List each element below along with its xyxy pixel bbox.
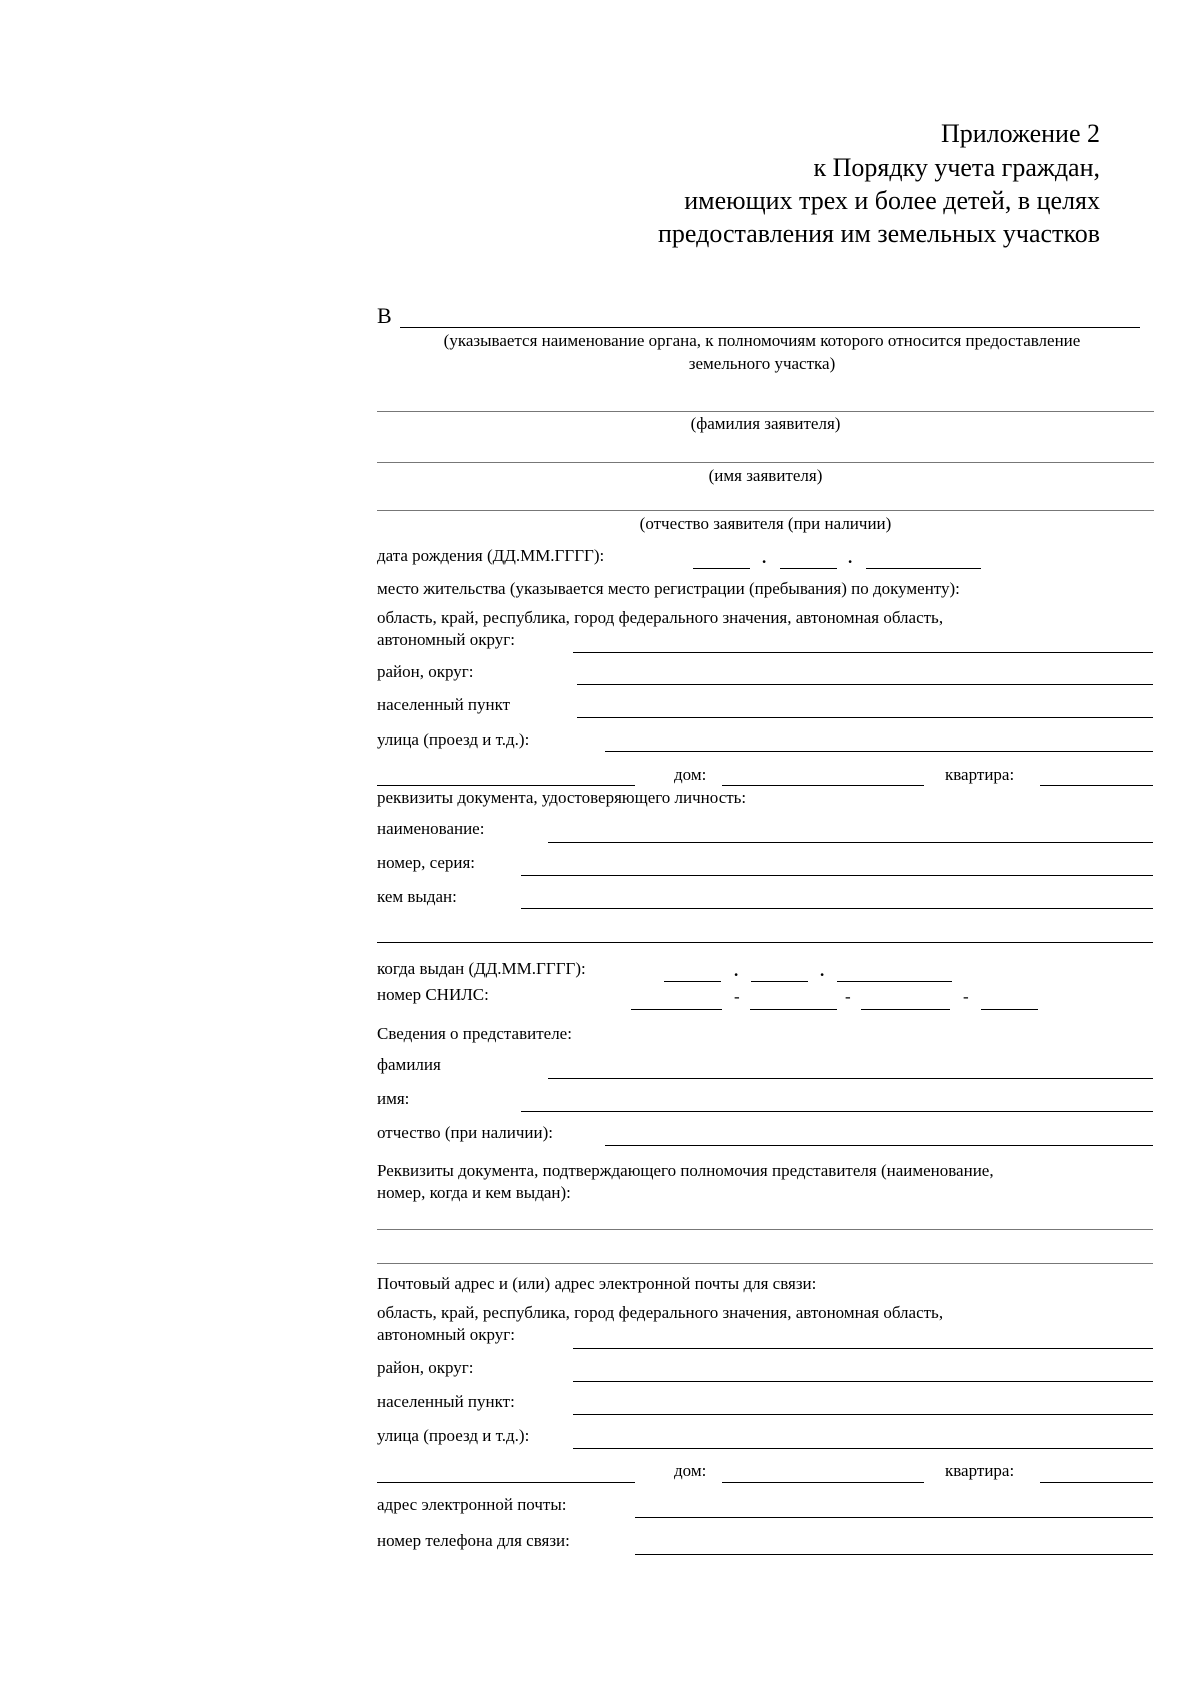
postal-locality-label: населенный пункт:: [377, 1392, 515, 1411]
postal-region-field[interactable]: [573, 1348, 1153, 1349]
postal-apartment-field[interactable]: [1040, 1482, 1153, 1483]
residence-street-field[interactable]: [605, 751, 1153, 752]
identity-name-field[interactable]: [548, 842, 1153, 843]
postal-apartment-label: квартира:: [945, 1461, 1015, 1480]
snils-part-3-field[interactable]: [861, 1009, 950, 1010]
postal-region-label-2: автономный округ:: [377, 1325, 515, 1344]
birth-date-label: дата рождения (ДД.ММ.ГГГГ):: [377, 546, 605, 565]
representative-doc-field-2[interactable]: [377, 1263, 1153, 1264]
residence-locality-field[interactable]: [577, 717, 1153, 718]
identity-number-label: номер, серия:: [377, 853, 476, 872]
patronymic-field[interactable]: [377, 510, 1154, 511]
postal-phone-field[interactable]: [635, 1554, 1153, 1555]
representative-name-label: имя:: [377, 1089, 410, 1108]
residence-extra-field[interactable]: [377, 785, 635, 786]
issue-day-field[interactable]: [664, 981, 721, 982]
residence-house-label: дом:: [674, 765, 707, 784]
snils-dash-1: -: [734, 987, 740, 1006]
residence-region-label-1: область, край, республика, город федерального значения, автономная область,: [377, 608, 944, 627]
snils-part-4-field[interactable]: [981, 1009, 1038, 1010]
representative-patronymic-field[interactable]: [605, 1145, 1153, 1146]
annex-reference-line-2: имеющих трех и более детей, в целях: [684, 186, 1100, 215]
birth-month-field[interactable]: [780, 568, 837, 569]
addressee-field[interactable]: [400, 327, 1140, 328]
birth-day-field[interactable]: [693, 568, 750, 569]
postal-extra-field[interactable]: [377, 1482, 635, 1483]
postal-title: Почтовый адрес и (или) адрес электронной почты для связи:: [377, 1274, 817, 1293]
patronymic-hint: (отчество заявителя (при наличии): [639, 514, 892, 533]
postal-region-label-1: область, край, республика, город федерального значения, автономная область,: [377, 1303, 944, 1322]
addressee-hint-line-1: (указывается наименование органа, к полномочиям которого относится предоставление: [443, 331, 1081, 350]
first-name-hint: (имя заявителя): [708, 466, 823, 485]
residence-street-label: улица (проезд и т.д.):: [377, 730, 530, 749]
snils-part-2-field[interactable]: [750, 1009, 837, 1010]
representative-surname-field[interactable]: [548, 1078, 1153, 1079]
annex-number: Приложение 2: [940, 119, 1100, 148]
snils-dash-2: -: [845, 987, 851, 1006]
residence-district-field[interactable]: [577, 684, 1153, 685]
identity-issued-by-field-2[interactable]: [377, 942, 1153, 943]
surname-hint: (фамилия заявителя): [690, 414, 841, 433]
representative-doc-label-2: номер, когда и кем выдан):: [377, 1183, 571, 1202]
residence-region-label-2: автономный округ:: [377, 630, 515, 649]
addressee-hint-line-2: земельного участка): [688, 354, 836, 373]
postal-email-field[interactable]: [635, 1517, 1153, 1518]
identity-title: реквизиты документа, удостоверяющего личность:: [377, 788, 747, 807]
annex-reference-line-3: предоставления им земельных участков: [658, 219, 1100, 248]
annex-reference-line-1: к Порядку учета граждан,: [813, 153, 1100, 182]
residence-apartment-field[interactable]: [1040, 785, 1153, 786]
issue-date-dot-1: .: [734, 961, 739, 980]
addressee-prefix: В: [377, 303, 392, 328]
identity-issue-date-label: когда выдан (ДД.ММ.ГГГГ):: [377, 959, 586, 978]
birth-date-dot-1: .: [762, 548, 767, 567]
residence-region-field[interactable]: [573, 652, 1153, 653]
postal-locality-field[interactable]: [573, 1414, 1153, 1415]
residence-title: место жительства (указывается место регистрации (пребывания) по документу):: [377, 579, 960, 598]
first-name-field[interactable]: [377, 462, 1154, 463]
snils-dash-3: -: [963, 987, 969, 1006]
postal-street-field[interactable]: [573, 1448, 1153, 1449]
representative-doc-field-1[interactable]: [377, 1229, 1153, 1230]
residence-house-field[interactable]: [722, 785, 924, 786]
identity-number-field[interactable]: [521, 875, 1153, 876]
issue-year-field[interactable]: [837, 981, 952, 982]
residence-district-label: район, округ:: [377, 662, 474, 681]
birth-date-dot-2: .: [848, 548, 853, 567]
birth-year-field[interactable]: [866, 568, 981, 569]
postal-house-field[interactable]: [722, 1482, 924, 1483]
postal-phone-label: номер телефона для связи:: [377, 1531, 570, 1550]
postal-street-label: улица (проезд и т.д.):: [377, 1426, 530, 1445]
representative-title: Сведения о представителе:: [377, 1024, 572, 1043]
residence-apartment-label: квартира:: [945, 765, 1015, 784]
postal-district-label: район, округ:: [377, 1358, 474, 1377]
issue-date-dot-2: .: [820, 961, 825, 980]
representative-name-field[interactable]: [521, 1111, 1153, 1112]
postal-district-field[interactable]: [573, 1381, 1153, 1382]
snils-part-1-field[interactable]: [631, 1009, 722, 1010]
issue-month-field[interactable]: [751, 981, 808, 982]
snils-label: номер СНИЛС:: [377, 985, 489, 1004]
identity-issued-by-label: кем выдан:: [377, 887, 457, 906]
postal-house-label: дом:: [674, 1461, 707, 1480]
residence-locality-label: населенный пункт: [377, 695, 511, 714]
representative-patronymic-label: отчество (при наличии):: [377, 1123, 553, 1142]
postal-email-label: адрес электронной почты:: [377, 1495, 567, 1514]
representative-surname-label: фамилия: [377, 1055, 441, 1074]
identity-issued-by-field[interactable]: [521, 908, 1153, 909]
surname-field[interactable]: [377, 411, 1154, 412]
representative-doc-label-1: Реквизиты документа, подтверждающего полномочия представителя (наименование,: [377, 1161, 994, 1180]
identity-name-label: наименование:: [377, 819, 485, 838]
